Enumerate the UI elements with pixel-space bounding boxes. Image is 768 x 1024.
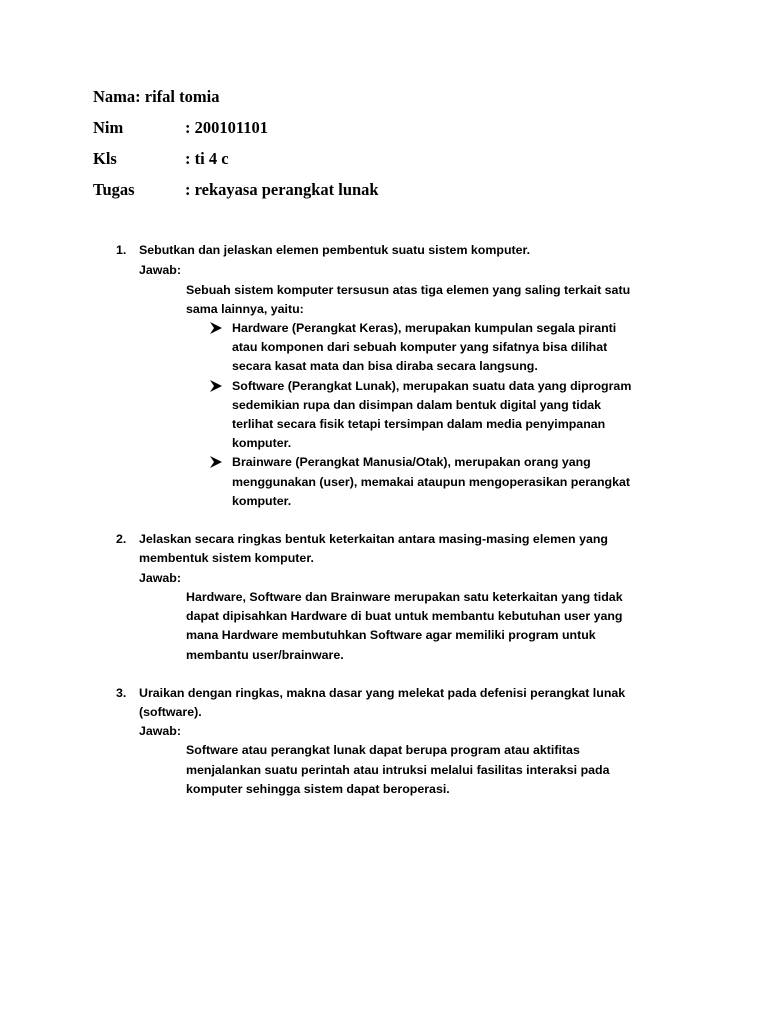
header-nama: Nama: rifal tomia bbox=[93, 87, 220, 106]
q2-number: 2. bbox=[116, 532, 127, 546]
q1-bullet-software-line: terlihat secara fisik tetapi tersimpan dalam media penyimpanan bbox=[232, 417, 606, 431]
arrow-bullet-icon bbox=[209, 379, 223, 393]
arrow-bullet-icon bbox=[209, 321, 223, 335]
header-kls bbox=[93, 149, 229, 169]
q3-answer-line: komputer sehingga sistem dapat beroperasi. bbox=[186, 782, 450, 796]
q3-answer-line: Software atau perangkat lunak dapat berupa program atau aktifitas bbox=[186, 743, 580, 757]
q1-intro-line: sama lainnya, yaitu: bbox=[186, 302, 304, 316]
q1-bullet-brainware-line: Brainware (Perangkat Manusia/Otak), merupakan orang yang bbox=[232, 455, 591, 469]
q1-bullet-software-line: Software (Perangkat Lunak), merupakan suatu data yang diprogram bbox=[232, 379, 632, 393]
q2-answer-line: Hardware, Software dan Brainware merupakan satu keterkaitan yang tidak bbox=[186, 590, 623, 604]
q2-question-line: membentuk sistem komputer. bbox=[139, 551, 314, 565]
q3-answer-line: menjalankan suatu perintah atau intruksi melalui fasilitas interaksi pada bbox=[186, 763, 610, 777]
q1-jawab-label: Jawab: bbox=[139, 263, 182, 277]
q1-bullet-hardware-line: Hardware (Perangkat Keras), merupakan kumpulan segala piranti bbox=[232, 321, 617, 335]
q1-bullet-brainware-line: komputer. bbox=[232, 494, 292, 508]
q1-bullet-software-line: komputer. bbox=[232, 436, 292, 450]
q1-bullet-hardware-line: secara kasat mata dan bisa diraba secara langsung. bbox=[232, 359, 538, 373]
q2-answer-line: membantu user/brainware. bbox=[186, 648, 344, 662]
kls-label: Kls bbox=[93, 149, 117, 168]
q1-bullet-software-line: sedemikian rupa dan disimpan dalam bentuk digital yang tidak bbox=[232, 398, 602, 412]
arrow-bullet-icon bbox=[209, 455, 223, 469]
nim-value: : 200101101 bbox=[185, 118, 268, 137]
q2-answer-line: dapat dipisahkan Hardware di buat untuk membantu kebutuhan user yang bbox=[186, 609, 623, 623]
q1-question: Sebutkan dan jelaskan elemen pembentuk suatu sistem komputer. bbox=[139, 243, 531, 257]
tugas-label: Tugas bbox=[93, 180, 135, 199]
q1-bullet-brainware-line: menggunakan (user), memakai ataupun mengoperasikan perangkat bbox=[232, 475, 630, 489]
header-tugas bbox=[93, 180, 379, 200]
q3-jawab-label: Jawab: bbox=[139, 724, 182, 738]
q2-question-line: Jelaskan secara ringkas bentuk keterkaitan antara masing-masing elemen yang bbox=[139, 532, 608, 546]
q3-question-line: (software). bbox=[139, 705, 202, 719]
q3-question-line: Uraikan dengan ringkas, makna dasar yang melekat pada defenisi perangkat lunak bbox=[139, 686, 626, 700]
q1-intro-line: Sebuah sistem komputer tersusun atas tiga elemen yang saling terkait satu bbox=[186, 283, 631, 297]
q1-bullet-hardware-line: atau komponen dari sebuah komputer yang sifatnya bisa dilihat bbox=[232, 340, 608, 354]
q2-answer-line: mana Hardware membutuhkan Software agar memiliki program untuk bbox=[186, 628, 596, 642]
q2-jawab-label: Jawab: bbox=[139, 571, 182, 585]
kls-value: : ti 4 c bbox=[185, 149, 229, 168]
header-nim bbox=[93, 118, 268, 138]
nim-label: Nim bbox=[93, 118, 124, 137]
q1-number: 1. bbox=[116, 243, 127, 257]
tugas-value: : rekayasa perangkat lunak bbox=[185, 180, 379, 199]
q3-number: 3. bbox=[116, 686, 127, 700]
